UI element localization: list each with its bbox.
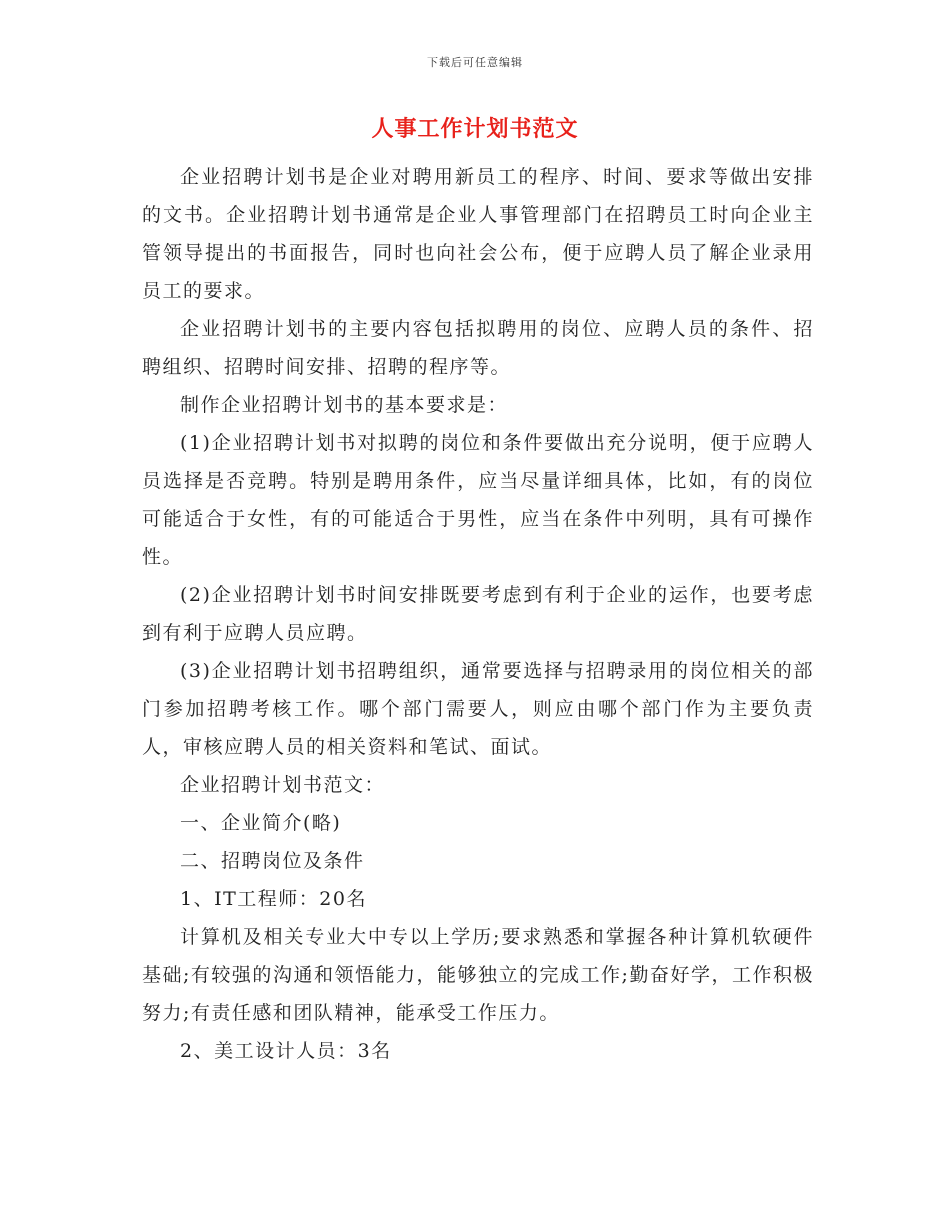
header-note: 下载后可任意编辑 <box>427 56 523 69</box>
position-heading: 1、IT工程师：20名 <box>180 888 367 910</box>
document-title: 人事工作计划书范文 <box>371 116 579 142</box>
paragraph: 企业招聘计划书范文： <box>180 774 386 796</box>
paragraph: (3)企业招聘计划书招聘组织，通常要选择与招聘录用的岗位相关的部门参加招聘考核工作。哪个部门需要人，则应由哪个部门作为主要负责人，审核应聘人员的相关资料和笔试、面试。 <box>142 660 814 758</box>
position-heading: 2、美工设计人员：3名 <box>180 1040 392 1062</box>
paragraph: 企业招聘计划书是企业对聘用新员工的程序、时间、要求等做出安排的文书。企业招聘计划书通常是企业人事管理部门在招聘员工时向企业主管领导提出的书面报告，同时也向社会公布，便于应聘人员了解企业录用员工的要求。 <box>142 166 814 302</box>
document-body <box>142 158 814 1070</box>
paragraph: (1)企业招聘计划书对拟聘的岗位和条件要做出充分说明，便于应聘人员选择是否竞聘。特别是聘用条件，应当尽量详细具体，比如，有的岗位可能适合于女性，有的可能适合于男性，应当在条件中列明，具有可操作性。 <box>142 432 814 568</box>
paragraph: 制作企业招聘计划书的基本要求是： <box>180 394 509 416</box>
paragraph: 企业招聘计划书的主要内容包括拟聘用的岗位、应聘人员的条件、招聘组织、招聘时间安排、招聘的程序等。 <box>142 318 814 378</box>
paragraph: (2)企业招聘计划书时间安排既要考虑到有利于企业的运作，也要考虑到有利于应聘人员应聘。 <box>142 584 814 644</box>
section-heading: 一、企业简介(略) <box>180 812 342 834</box>
paragraph: 计算机及相关专业大中专以上学历;要求熟悉和掌握各种计算机软硬件基础;有较强的沟通和领悟能力，能够独立的完成工作;勤奋好学，工作积极努力;有责任感和团队精神，能承受工作压力。 <box>142 926 814 1024</box>
section-heading: 二、招聘岗位及条件 <box>180 850 365 872</box>
